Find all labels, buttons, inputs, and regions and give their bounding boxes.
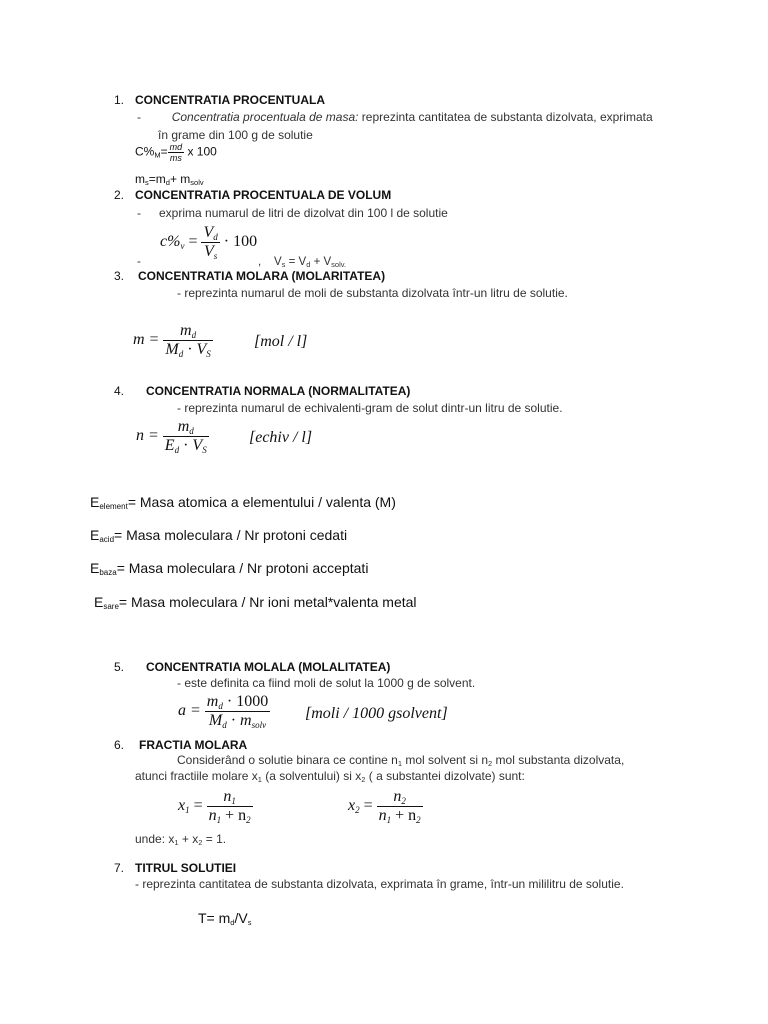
mole-fraction-x2 [348, 788, 423, 825]
sub: d [189, 426, 194, 436]
section-7-number: 7. [114, 861, 125, 875]
e-symbol: E [90, 527, 100, 543]
formula-rest: · 100 [223, 233, 258, 251]
sub: S [206, 349, 211, 359]
numerator: V [203, 224, 214, 241]
e-symbol: E [90, 494, 100, 510]
sub: 1 [231, 796, 236, 806]
sub: 1 [185, 805, 190, 816]
sub: 2 [246, 815, 251, 825]
sub: 2 [355, 805, 360, 816]
denominator: ms [169, 153, 182, 163]
sub: d [191, 330, 197, 340]
dot: · [179, 437, 193, 454]
mass-percent-formula [135, 142, 217, 163]
sub: solv. [331, 260, 347, 269]
sub: 2 [488, 759, 493, 768]
molality-formula [178, 693, 270, 730]
section-4-text: - reprezinta numarul de echivalenti-gram de solut dintr-un litru de solutie. [177, 401, 563, 415]
eq-sign: = [363, 797, 373, 815]
molarity-formula [133, 322, 213, 359]
dash: - [137, 110, 141, 124]
dash-2: - [137, 256, 141, 268]
denominator-2: m [240, 712, 252, 729]
equivalent-salt [94, 594, 417, 611]
text: unde: x [135, 832, 175, 846]
eq-sign: = [188, 233, 198, 251]
section-1-title: CONCENTRATIA PROCENTUALA [135, 93, 325, 107]
fraction [207, 788, 253, 825]
section-1-line-2: în grame din 100 g de solutie [158, 128, 313, 142]
definition-text: reprezinta cantitatea de substanta dizolvata, exprimata [358, 110, 653, 124]
sub: solv [190, 178, 204, 187]
formula-lhs: x [178, 797, 186, 815]
section-2-line [137, 206, 448, 220]
section-3-title: CONCENTRATIA MOLARA (MOLARITATEA) [138, 269, 386, 283]
section-7-text: - reprezinta cantitatea de substanta dizolvata, exprimata în grame, într-un mililitru de solutie. [135, 877, 624, 891]
mole-fraction-x1 [178, 788, 253, 825]
section-1-line-1 [137, 110, 653, 124]
numerator: m [177, 418, 190, 435]
definition: = Masa moleculara / Nr protoni cedati [114, 527, 348, 543]
equivalent-element [90, 494, 396, 511]
numerator: md [169, 142, 183, 152]
text: /V [234, 910, 248, 926]
sub: 2 [361, 775, 366, 784]
sub: 1 [257, 775, 262, 784]
section-5-text: - este definita ca fiind moli de solut la 1000 g de solvent. [177, 676, 476, 690]
sub: 2 [401, 796, 406, 806]
denominator-1: M [208, 712, 223, 729]
text: mol substanta dizolvata, [492, 753, 625, 767]
sub: s [213, 251, 218, 261]
plus: + n [391, 807, 417, 824]
section-7-title: TITRUL SOLUTIEI [135, 861, 237, 875]
section-6-title: FRACTIA MOLARA [139, 738, 248, 752]
definition: = Masa moleculara / Nr ioni metal*valenta metal [118, 594, 417, 610]
denominator: V [203, 243, 214, 260]
normality-unit: [echiv / l] [249, 429, 313, 446]
sub: S [202, 445, 207, 455]
dot: · [183, 341, 197, 358]
formula-lhs: n = [136, 427, 159, 445]
section-2-title: CONCENTRATIA PROCENTUALA DE VOLUM [135, 188, 392, 202]
plus-msolv: + m [169, 172, 191, 186]
titer-formula [198, 910, 251, 927]
sub: element [99, 502, 128, 511]
formula-lhs: m = [133, 331, 160, 349]
volume-sum-formula [274, 256, 346, 269]
eq-sign: = [193, 797, 203, 815]
dash: - [137, 206, 141, 220]
denominator-1: M [165, 341, 179, 358]
section-4-title: CONCENTRATIA NORMALA (NORMALITATEA) [146, 384, 411, 398]
denominator-1: E [164, 437, 175, 454]
sub: acid [99, 535, 115, 544]
sub: d [174, 445, 180, 455]
vs: V [274, 256, 282, 268]
section-2-number: 2. [114, 188, 125, 202]
normality-formula [136, 418, 209, 455]
section-5-number: 5. [114, 660, 125, 674]
molality-unit: [moli / 1000 gsolvent] [305, 705, 448, 722]
text: Considerând o solutie binara ce contine n [177, 753, 398, 767]
section-6-number: 6. [114, 738, 125, 752]
sub: sare [103, 602, 119, 611]
mole-fraction-sum [135, 832, 226, 847]
sub: 1 [216, 815, 222, 825]
denominator: n [378, 807, 387, 824]
fraction [377, 788, 423, 825]
volume-percent-formula [160, 224, 257, 261]
eq-vd: = V [285, 256, 307, 268]
fraction [205, 693, 270, 730]
text: T= m [198, 910, 231, 926]
numerator-rest: · 1000 [222, 693, 269, 710]
comma: , [258, 256, 262, 268]
section-4-number: 4. [114, 384, 125, 398]
sub: s [281, 260, 286, 269]
sub: 1 [397, 759, 402, 768]
text: (a solventului) si x [261, 769, 362, 783]
denominator-2: V [196, 341, 207, 358]
e-symbol: E [90, 560, 100, 576]
eq-md: =m [148, 172, 166, 186]
text: + x [178, 832, 199, 846]
sub: s [247, 918, 252, 927]
denominator: n [208, 807, 217, 824]
mass-solution-formula [135, 172, 204, 187]
italic-term: Concentratia procentuala de masa: [171, 110, 359, 124]
sub: d [222, 720, 227, 730]
section-6-line-2 [135, 769, 525, 784]
plus: + n [221, 807, 247, 824]
text: atunci fractiile molare x [135, 769, 258, 783]
sub: d [178, 349, 184, 359]
sub: 1 [174, 838, 179, 847]
numerator: n [223, 788, 232, 805]
sub: d [230, 918, 235, 927]
formula-lhs: C% [135, 144, 155, 159]
section-5-title: CONCENTRATIA MOLALA (MOLALITATEA) [146, 660, 391, 674]
section-6-line-1 [177, 753, 706, 768]
plus-vsolv: + V [310, 256, 332, 268]
definition: = Masa atomica a elementului / valenta (M) [127, 494, 396, 510]
sub: s [145, 178, 149, 187]
fraction [201, 224, 219, 261]
fraction [163, 322, 212, 359]
text: mol solvent si n [401, 753, 489, 767]
section-3-number: 3. [114, 269, 125, 283]
e-symbol: E [94, 594, 104, 610]
sub: d [218, 701, 223, 711]
fraction [163, 418, 209, 455]
sub: 2 [416, 815, 421, 825]
sub: d [306, 260, 311, 269]
formula-rest: x 100 [184, 144, 217, 159]
section-3-text: - reprezinta numarul de moli de substanta dizolvata într-un litru de solutie. [177, 286, 568, 300]
text: ( a substantei dizolvate) sunt: [365, 769, 525, 783]
sub: d [165, 178, 170, 187]
ms: m [135, 172, 145, 186]
formula-lhs: a = [178, 702, 201, 720]
equivalent-base [90, 560, 368, 577]
definition: = Masa moleculara / Nr protoni acceptati [116, 560, 369, 576]
formula-lhs: c% [160, 233, 181, 251]
text: = 1. [202, 832, 227, 846]
sub: baza [99, 568, 117, 577]
sub: d [213, 232, 218, 242]
formula-sub: M [154, 150, 161, 160]
dot: · [226, 712, 241, 729]
numerator: m [180, 322, 192, 339]
sub: 1 [386, 815, 392, 825]
section-1-number: 1. [114, 93, 125, 107]
sub: 2 [198, 838, 203, 847]
sub: v [180, 241, 185, 252]
fraction [168, 142, 185, 163]
numerator: n [393, 788, 402, 805]
definition-text: exprima numarul de litri de dizolvat din 100 l de solutie [159, 206, 448, 220]
equivalent-acid [90, 527, 347, 544]
sub: solv [251, 720, 267, 730]
formula-lhs: x [348, 797, 356, 815]
numerator: m [206, 693, 219, 710]
denominator-2: V [192, 437, 203, 454]
formula-eq: = [160, 144, 168, 159]
molarity-unit: [mol / l] [254, 333, 308, 350]
